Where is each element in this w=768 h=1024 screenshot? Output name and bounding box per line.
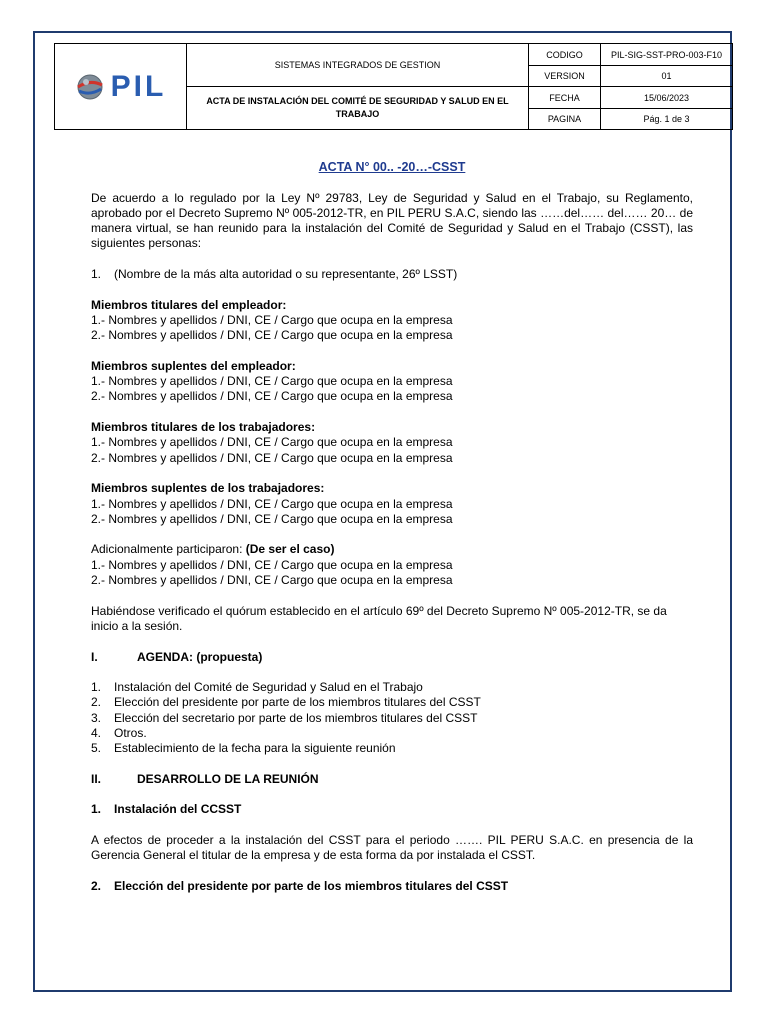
subsection-heading: 2. Elección del presidente por parte de los miembros titulares del CSST	[91, 878, 509, 893]
member-line: 2.- Nombres y apellidos / DNI, CE / Cargo que ocupa en la empresa	[91, 450, 453, 465]
code-label: CODIGO	[529, 44, 601, 66]
system-title: SISTEMAS INTEGRADOS DE GESTION	[187, 44, 529, 87]
group-heading: Miembros titulares del empleador:	[91, 297, 287, 312]
logo-text: PIL	[110, 69, 167, 103]
version-label: VERSION	[529, 66, 601, 87]
page-value: Pág. 1 de 3	[601, 109, 733, 130]
group-heading: Miembros titulares de los trabajadores:	[91, 420, 316, 435]
group-heading: Miembros suplentes de los trabajadores:	[91, 481, 325, 496]
group-heading: Miembros suplentes del empleador:	[91, 358, 296, 373]
member-line: 1.- Nombres y apellidos / DNI, CE / Cargo que ocupa en la empresa	[91, 374, 453, 389]
date-value: 15/06/2023	[601, 87, 733, 109]
member-line: 1.- Nombres y apellidos / DNI, CE / Cargo que ocupa en la empresa	[91, 557, 453, 572]
installation-paragraph: A efectos de proceder a la instalación del CSST para el periodo ……. PIL PERU S.A.C. en presencia de la Gerencia General el titular de la empresa y de esta forma da por instalada el CSST.	[91, 833, 693, 863]
document-title: ACTA DE INSTALACIÓN DEL COMITÉ DE SEGURIDAD Y SALUD EN EL TRABAJO	[187, 87, 529, 130]
member-line: 1.- Nombres y apellidos / DNI, CE / Cargo que ocupa en la empresa	[91, 435, 453, 450]
page-label: PAGINA	[529, 109, 601, 130]
additional-heading: Adicionalmente participaron: (De ser el caso)	[91, 542, 335, 557]
agenda-item: 5. Establecimiento de la fecha para la siguiente reunión	[91, 741, 396, 756]
agenda-item: 1. Instalación del Comité de Seguridad y Salud en el Trabajo	[91, 680, 423, 695]
intro-paragraph: De acuerdo a lo regulado por la Ley Nº 29783, Ley de Seguridad y Salud en el Trabajo, su Reglamento, aprobado por el Decreto Supremo Nº 005-2012-TR, en PIL PERU S.A.C, siendo las ……del…… del…… 20… de manera virtual, se han reunido para la instalación del Comité de Seguridad y Salud en el Trabajo (CSST), las siguientes personas:	[91, 190, 693, 251]
agenda-heading: I. AGENDA: (propuesta)	[91, 649, 263, 664]
quorum-paragraph: Habiéndose verificado el quórum establecido en el artículo 69º del Decreto Supremo Nº 005-2012-TR, se da inicio a la sesión.	[91, 603, 667, 633]
member-line: 2.- Nombres y apellidos / DNI, CE / Cargo que ocupa en la empresa	[91, 573, 453, 588]
member-line: 1.- Nombres y apellidos / DNI, CE / Cargo que ocupa en la empresa	[91, 312, 453, 327]
acta-title: ACTA N° 00.. -20…-CSST	[318, 160, 466, 174]
globe-icon	[75, 72, 105, 102]
member-line: 2.- Nombres y apellidos / DNI, CE / Cargo que ocupa en la empresa	[91, 328, 453, 343]
member-line: 1.- Nombres y apellidos / DNI, CE / Cargo que ocupa en la empresa	[91, 496, 453, 511]
desarrollo-heading: II. DESARROLLO DE LA REUNIÓN	[91, 771, 319, 786]
subsection-heading: 1. Instalación del CCSST	[91, 802, 242, 817]
authority-item: 1. (Nombre de la más alta autoridad o su representante, 26º LSST)	[91, 267, 458, 282]
agenda-item: 2. Elección del presidente por parte de los miembros titulares del CSST	[91, 695, 481, 710]
agenda-item: 4. Otros.	[91, 725, 147, 740]
date-label: FECHA	[529, 87, 601, 109]
member-line: 2.- Nombres y apellidos / DNI, CE / Cargo que ocupa en la empresa	[91, 389, 453, 404]
document-body	[91, 160, 693, 894]
company-logo	[55, 70, 186, 104]
document-header	[54, 43, 733, 130]
agenda-item: 3. Elección del secretario por parte de los miembros titulares del CSST	[91, 710, 478, 725]
member-line: 2.- Nombres y apellidos / DNI, CE / Cargo que ocupa en la empresa	[91, 511, 453, 526]
logo-cell	[55, 44, 187, 130]
code-value: PIL-SIG-SST-PRO-003-F10	[601, 44, 733, 66]
version-value: 01	[601, 66, 733, 87]
